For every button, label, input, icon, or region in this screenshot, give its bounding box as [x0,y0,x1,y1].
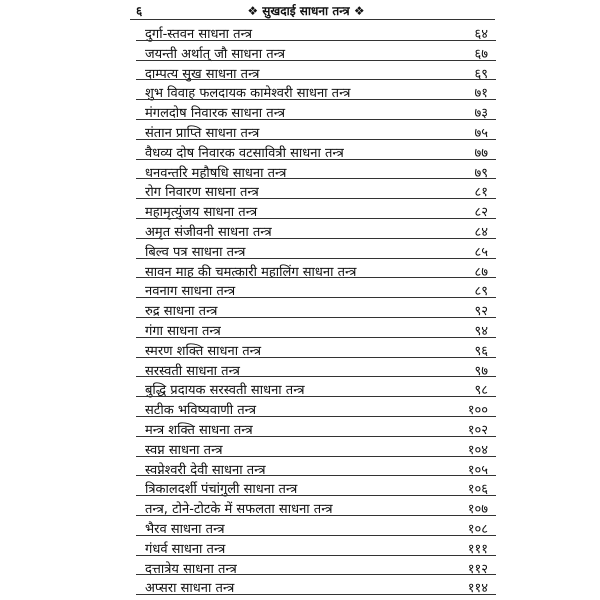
toc-entry-title: तन्त्र, टोने-टोटके में सफलता साधना तन्त्र [145,502,333,518]
toc-entry-title: स्मरण शक्ति साधना तन्त्र [145,343,262,359]
toc-entry-title: गंधर्व साधना तन्त्र [145,541,226,557]
toc-entry [0,298,600,318]
toc-entry-title: सरस्वती साधना तन्त्र [145,363,240,379]
toc-entry-page: ८५ [474,244,488,260]
toc-entry-title: दुर्गा-स्तवन साधना तन्त्र [145,27,252,42]
toc-entry [0,120,600,140]
toc-row-divider [136,594,496,595]
page-header [0,0,600,22]
toc-entry-title: नवनाग साधना तन्त्र [145,284,236,300]
toc-entry [0,575,600,595]
toc-entry [0,457,600,477]
header-divider [130,19,495,20]
running-title: ❖ सुखदाई साधना तन्त्र ❖ [247,4,365,18]
toc-entry [0,239,600,259]
toc-entry-title: बुद्धि प्रदायक सरस्वती साधना तन्त्र [145,383,305,399]
toc-entry-page: ६७ [474,46,488,62]
toc-entry-page: ९२ [474,304,488,320]
toc-entry-page: ११२ [467,561,488,577]
toc-entry-title: रोग निवारण साधना तन्त्र [145,185,259,201]
toc-entry-page: ८२ [474,205,488,221]
toc-entry [0,278,600,298]
toc-entry [0,358,600,378]
toc-entry-page: १०६ [467,482,488,498]
toc-entry [0,476,600,496]
table-of-contents [0,21,600,595]
toc-entry [0,377,600,397]
toc-entry-title: मन्त्र शक्ति साधना तन्त्र [145,422,253,438]
toc-entry-title: सटीक भविष्यवाणी तन्त्र [145,403,257,419]
toc-entry-title: मंगलदोष निवारक साधना तन्त्र [145,106,286,122]
toc-entry-title: भैरव साधना तन्त्र [145,521,225,537]
toc-entry [0,199,600,219]
toc-entry-title: महामृत्युंजय साधना तन्त्र [145,205,258,221]
toc-entry-page: ९४ [474,323,488,339]
page-number: ६ [136,4,143,18]
toc-entry [0,61,600,81]
toc-entry-title: अमृत संजीवनी साधना तन्त्र [145,224,272,240]
toc-entry [0,437,600,457]
toc-entry [0,556,600,576]
toc-entry-page: ७१ [474,86,488,102]
toc-entry-title: त्रिकालदर्शी पंचांगुली साधना तन्त्र [145,482,298,498]
toc-entry-page: ८७ [474,264,488,280]
toc-entry-page: ९६ [474,343,488,359]
toc-entry [0,516,600,536]
toc-entry-title: दत्तात्रेय साधना तन्त्र [145,561,237,577]
toc-entry-title: बिल्व पत्र साधना तन्त्र [145,244,246,260]
toc-entry [0,397,600,417]
toc-entry-page: ८४ [474,224,488,240]
toc-entry-page: ७५ [474,125,488,141]
toc-entry-page: ७९ [474,165,488,181]
toc-entry [0,80,600,100]
toc-entry [0,140,600,160]
toc-entry [0,417,600,437]
toc-entry-page: १०२ [467,422,488,438]
toc-entry [0,21,600,41]
toc-entry-page: ९८ [474,383,488,399]
toc-entry [0,496,600,516]
toc-entry-page: ९७ [474,363,488,379]
toc-entry-page: १०८ [467,521,488,537]
toc-entry-page: १०५ [467,462,488,478]
toc-entry-title: संतान प्राप्ति साधना तन्त्र [145,125,260,141]
toc-entry-title: जयन्ती अर्थात् जौ साधना तन्त्र [145,46,286,62]
toc-entry [0,179,600,199]
toc-entry-title: स्वप्नेश्वरी देवी साधना तन्त्र [145,462,266,478]
toc-entry-title: गंगा साधना तन्त्र [145,323,221,339]
toc-entry [0,160,600,180]
toc-entry-title: वैधव्य दोष निवारक वटसावित्री साधना तन्त्र [145,145,344,161]
toc-entry-page: ८१ [474,185,488,201]
toc-entry-page: ६९ [474,66,488,82]
toc-entry-page: ७३ [474,106,488,122]
toc-entry-title: रुद्र साधना तन्त्र [145,304,218,320]
toc-entry-title: धनवन्तरि महौषधि साधना तन्त्र [145,165,287,181]
toc-entry-page: १०७ [467,502,488,518]
toc-entry-title: स्वप्न साधना तन्त्र [145,442,223,458]
toc-entry-page: ६४ [474,27,488,42]
toc-entry-title: अप्सरा साधना तन्त्र [145,581,235,597]
toc-entry-page: ८९ [474,284,488,300]
toc-entry-title: दाम्पत्य सुख साधना तन्त्र [145,66,260,82]
toc-entry [0,318,600,338]
toc-entry [0,338,600,358]
toc-entry [0,219,600,239]
toc-entry-page: ११४ [467,581,488,597]
toc-entry [0,41,600,61]
toc-entry [0,259,600,279]
toc-entry-page: १११ [467,541,488,557]
toc-entry [0,536,600,556]
toc-entry-page: १०० [467,403,488,419]
toc-entry-title: सावन माह की चमत्कारी महालिंग साधना तन्त्र [145,264,357,280]
toc-entry-page: १०४ [467,442,488,458]
toc-entry [0,100,600,120]
toc-entry-page: ७७ [474,145,488,161]
toc-entry-title: शुभ विवाह फलदायक कामेश्वरी साधना तन्त्र [145,86,351,102]
